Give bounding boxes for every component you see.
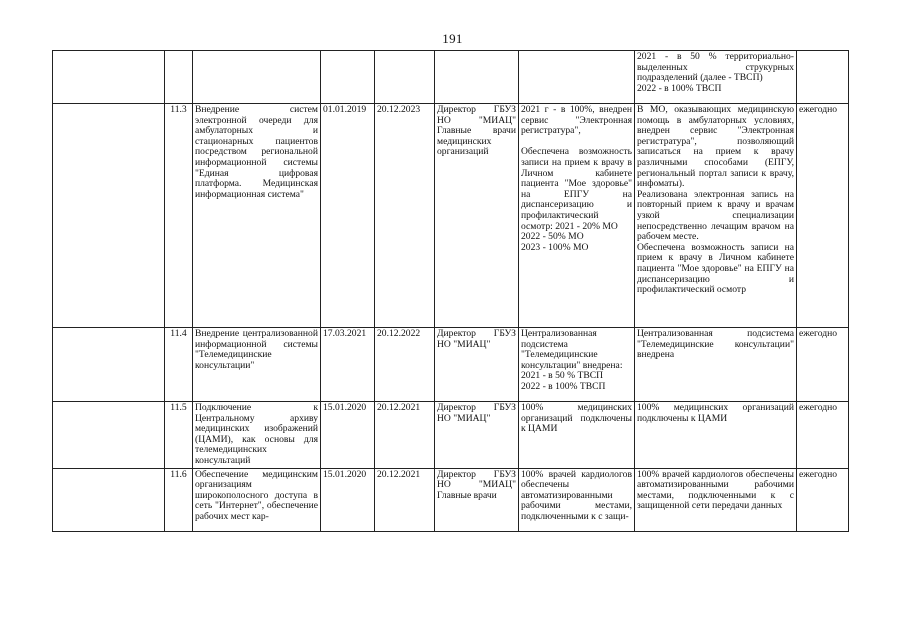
end-date	[375, 51, 435, 104]
responsible: Директор ГБУЗ НО "МИАЦ"	[435, 402, 519, 469]
table-row	[53, 468, 849, 531]
start-date: 01.01.2019	[321, 104, 375, 328]
periodicity: ежегодно	[797, 468, 849, 531]
measure-name: Подключение к Центральному архиву медицинских изображений (ЦАМИ), как основы для телемедицинских консультаций	[193, 402, 321, 469]
expected-result: 100% врачей кардиологов обеспечены автоматизированными рабочими местами, подключенными к с защищенной сети передачи данных	[635, 468, 797, 531]
indicator: 2021 г - в 100%, внедрен сервис "Электронная регистратура", Обеспечена возможность записи на прием к врачу в Личном кабинете пациента "Мое здоровье" на ЕПГУ на диспансеризацию и профилактический осмотр: 2021 - 20% МО 2022 - 50% МО 2023 - 100% МО	[519, 104, 635, 328]
end-date: 20.12.2021	[375, 468, 435, 531]
responsible: Директор ГБУЗ НО "МИАЦ"	[435, 328, 519, 402]
start-date: 15.01.2020	[321, 402, 375, 469]
table-row	[53, 51, 849, 104]
row-number: 11.6	[165, 468, 193, 531]
expected-result: Централизованная подсистема "Телемедицинские консультации" внедрена	[635, 328, 797, 402]
periodicity: ежегодно	[797, 104, 849, 328]
indicator: 100% медицинских организаций подключены к ЦАМИ	[519, 402, 635, 469]
plan-table	[52, 50, 849, 532]
row-number	[165, 51, 193, 104]
page-number: 191	[442, 31, 463, 46]
empty-cell	[53, 468, 165, 531]
table-row	[53, 402, 849, 469]
empty-cell	[53, 402, 165, 469]
measure-name: Внедрение систем электронной очереди для амбулаторных и стационарных пациентов посредством региональной информационной системы "Единая цифровая платформа. Медицинская информационная система"	[193, 104, 321, 328]
row-number: 11.3	[165, 104, 193, 328]
responsible: Директор ГБУЗ НО "МИАЦ" Главные врачи	[435, 468, 519, 531]
periodicity: ежегодно	[797, 328, 849, 402]
indicator: 100% врачей кардиологов обеспечены автоматизированными рабочими местами, подключенными к с защи-	[519, 468, 635, 531]
start-date: 15.01.2020	[321, 468, 375, 531]
table-row	[53, 104, 849, 328]
periodicity	[797, 51, 849, 104]
empty-cell	[53, 104, 165, 328]
end-date: 20.12.2022	[375, 328, 435, 402]
expected-result: 100% медицинских организаций подключены к ЦАМИ	[635, 402, 797, 469]
measure-name	[193, 51, 321, 104]
responsible	[435, 51, 519, 104]
row-number: 11.4	[165, 328, 193, 402]
empty-cell	[53, 328, 165, 402]
table-row	[53, 328, 849, 402]
row-number: 11.5	[165, 402, 193, 469]
measure-name: Внедрение централизованной информационной системы "Телемедицинские консультации"	[193, 328, 321, 402]
end-date: 20.12.2023	[375, 104, 435, 328]
measure-name: Обеспечение медицинским организациям широкополосного доступа в сеть "Интернет", обеспечение рабочих мест кар-	[193, 468, 321, 531]
start-date	[321, 51, 375, 104]
indicator	[519, 51, 635, 104]
responsible: Директор ГБУЗ НО "МИАЦ" Главные врачи медицинских организаций	[435, 104, 519, 328]
expected-result: 2021 - в 50 % территориально-выделенных струкурных подразделений (далее - ТВСП) 2022 - в 100% ТВСП	[635, 51, 797, 104]
indicator: Централизованная подсистема "Телемедицинские консультации" внедрена: 2021 - в 50 % ТВСП 2022 - в 100% ТВСП	[519, 328, 635, 402]
empty-cell	[53, 51, 165, 104]
expected-result: В МО, оказывающих медицинскую помощь в амбулаторных условиях, внедрен сервис "Электронная регистратура", позволяющий записаться на прием к врачу различными способами (ЕПГУ, региональный портал записи к врачу, инфоматы). Реализована электронная запись на повторный прием к врачу и врачам узкой специализации непосредственно лечащим врачом на рабочем месте. Обеспечена возможность записи на прием к врачу в Личном кабинете пациента "Мое здоровье" на ЕПГУ на диспансеризацию и профилактический осмотр	[635, 104, 797, 328]
end-date: 20.12.2021	[375, 402, 435, 469]
periodicity: ежегодно	[797, 402, 849, 469]
start-date: 17.03.2021	[321, 328, 375, 402]
